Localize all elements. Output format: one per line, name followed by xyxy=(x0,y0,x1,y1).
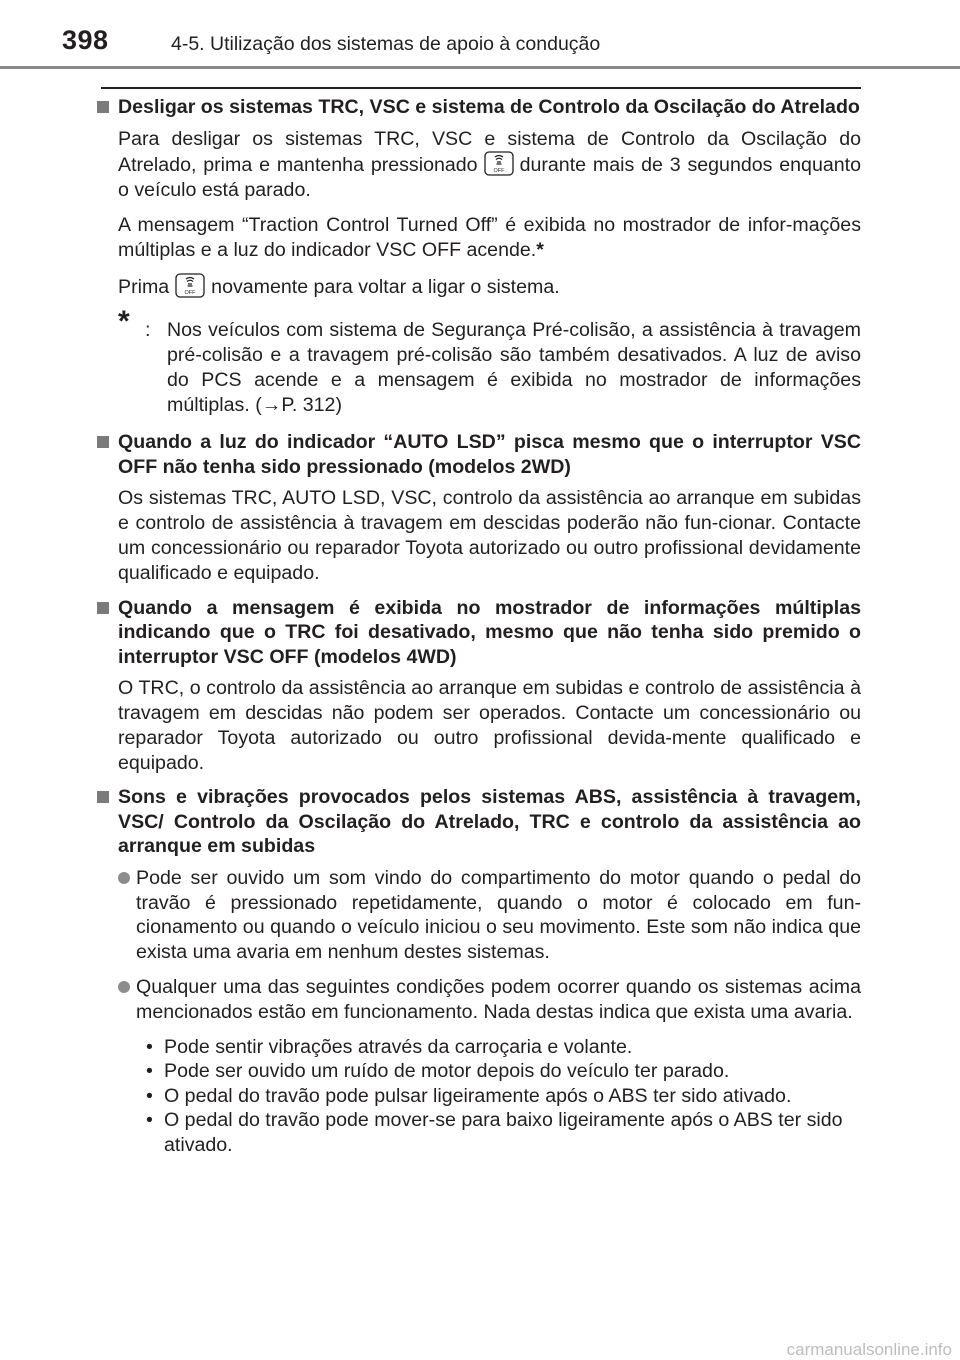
watermark: carmanualsonline.info xyxy=(786,1340,952,1359)
sub-list-item: • Pode ser ouvido um ruído de motor depois do veículo ter parado. xyxy=(146,1060,730,1083)
paragraph-message-info: A mensagem “Traction Control Turned Off” é exibida no mostrador de infor-mações múltiplas e a luz do indicador VSC OFF acende.* xyxy=(118,213,861,261)
section-heading-text: Quando a luz do indicador “AUTO LSD” pisca mesmo que o interruptor VSC OFF não tenha sido pressionado (modelos 2WD) xyxy=(118,431,861,478)
section-heading-text: Desligar os sistemas TRC, VSC e sistema de Controlo da Oscilação do Atrelado xyxy=(118,96,860,118)
square-bullet-icon xyxy=(97,791,109,803)
sub-list-item: • O pedal do travão pode pulsar ligeiramente após o ABS ter sido ativado. xyxy=(146,1084,792,1107)
circle-bullet-icon xyxy=(118,981,130,993)
list-item: Qualquer uma das seguintes condições podem ocorrer quando os sistemas acima mencionados estão em funcionamento. Nada destas indica que exista uma avaria. xyxy=(118,975,861,1025)
footnote-star: * xyxy=(118,305,130,339)
square-bullet-icon xyxy=(97,436,109,448)
page-number: 398 xyxy=(62,25,109,55)
section-heading-disable-systems xyxy=(97,95,861,120)
footnote-colon: : xyxy=(145,319,151,342)
footnote-text: Nos veículos com sistema de Segurança Pré-colisão, a assistência à travagem pré-colisão e a travagem pré-colisão são também desativados. A luz de aviso do PCS acende e a mensagem é exibida no mostrador de informações múltiplas. (→P. 312) xyxy=(167,319,861,416)
circle-bullet-icon xyxy=(118,872,130,884)
svg-text:OFF: OFF xyxy=(493,168,505,175)
list-item: Pode ser ouvido um som vindo do compartimento do motor quando o pedal do travão é pressionado repetidamente, quando o motor é colocado em fun-cionamento ou quando o veículo iniciou o seu movimento. Este som não indica que exista uma avaria em nenhum destes sistemas. xyxy=(118,866,861,965)
square-bullet-icon xyxy=(97,101,109,113)
square-bullet-icon xyxy=(97,602,109,614)
paragraph-auto-lsd: Os sistemas TRC, AUTO LSD, VSC, controlo da assistência ao arranque em subidas e controlo de assistência à travagem em descidas poderão não fun-cionar. Contacte um concessionário ou reparador Toyota autorizado ou outro profissional devidamente qualificado e equipado. xyxy=(118,487,861,584)
sub-list-item: • Pode sentir vibrações através da carroçaria e volante. xyxy=(146,1035,633,1058)
page-content xyxy=(97,95,861,1157)
section-heading-text: Quando a mensagem é exibida no mostrador de informações múltiplas indicando que o TRC foi desativado, mesmo que não tenha sido premido o interruptor VSC OFF (modelos 4WD) xyxy=(118,596,861,668)
section-title: 4-5. Utilização dos sistemas de apoio à condução xyxy=(171,33,601,55)
footnote-mark: * xyxy=(536,238,544,261)
footnote xyxy=(118,305,861,417)
sub-list-item: • O pedal do travão pode mover-se para baixo ligeiramente após o ABS ter sido ativado. xyxy=(146,1109,843,1156)
svg-text:OFF: OFF xyxy=(184,290,196,297)
header-rule xyxy=(0,66,960,69)
paragraph-trc-message: O TRC, o controlo da assistência ao arranque em subidas e controlo de assistência à travagem em descidas não podem ser operados. Contacte um concessionário ou reparador Toyota autorizado ou outro profissional devida-mente qualificado e equipado. xyxy=(118,677,861,774)
sub-list xyxy=(97,1035,861,1158)
paragraph-disable-instructions: Para desligar os sistemas TRC, VSC e sistema de Controlo da Oscilação do Atrelado, prima e mantenha pressionado OFF durante mais de 3 segundos enquanto o veículo está parado. xyxy=(118,127,861,202)
vsc-off-button-icon xyxy=(484,151,514,176)
content-rule xyxy=(101,87,861,89)
paragraph-reenable: Prima OFF novamente para voltar a ligar o sistema. xyxy=(118,273,861,300)
vsc-off-button-icon xyxy=(175,273,205,298)
section-heading-trc-message xyxy=(97,596,861,670)
page-header xyxy=(0,0,960,70)
section-heading-text: Sons e vibrações provocados pelos sistemas ABS, assistência à travagem, VSC/ Controlo da Oscilação do Atrelado, TRC e controlo da assistência ao arranque em subidas xyxy=(118,786,861,858)
section-heading-sounds-vibrations xyxy=(97,785,861,859)
section-heading-auto-lsd xyxy=(97,430,861,479)
